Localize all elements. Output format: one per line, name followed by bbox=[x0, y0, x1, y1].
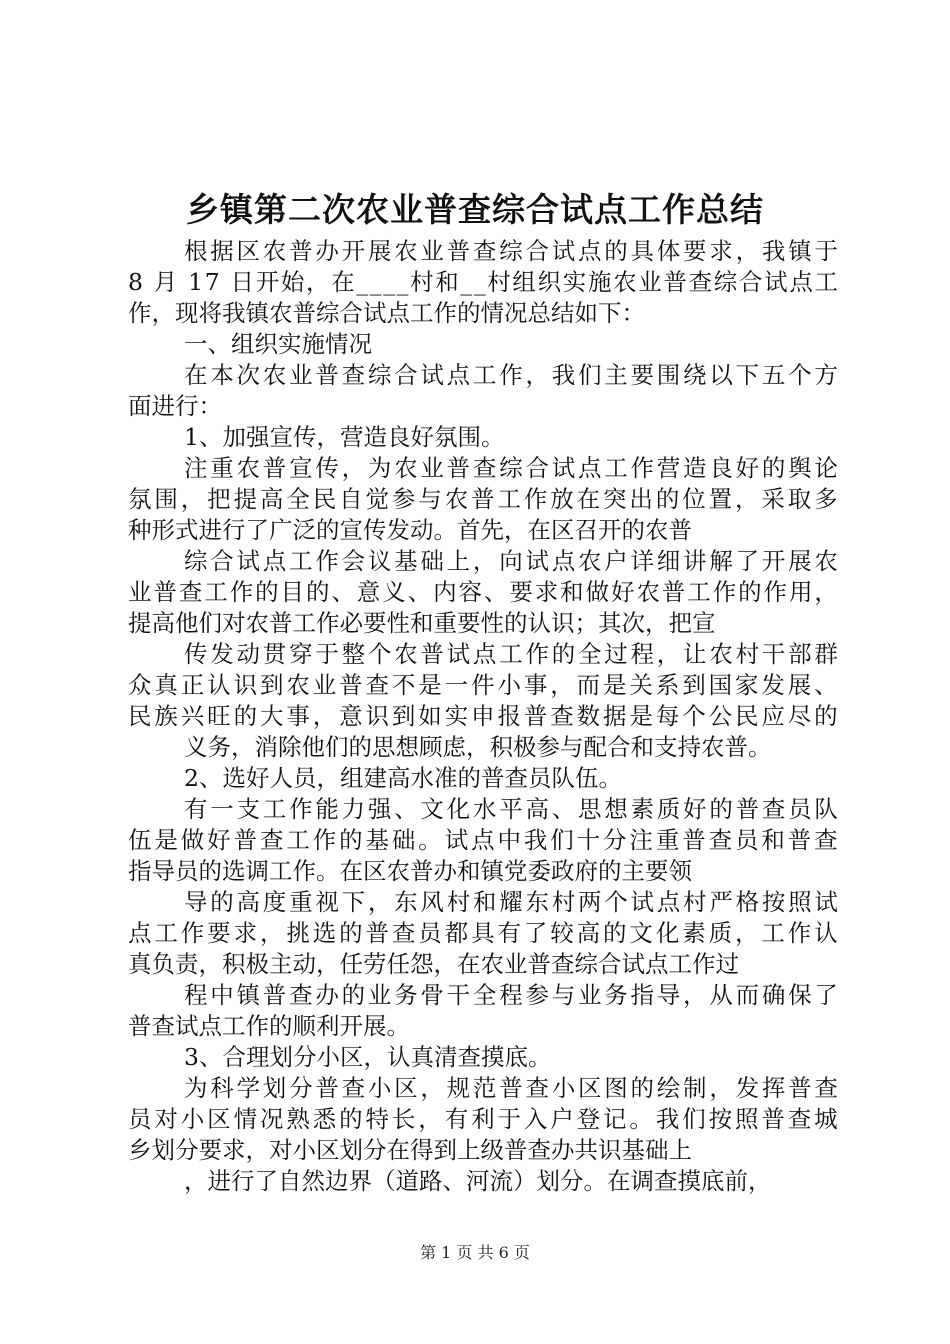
body-line-17: 义务，消除他们的思想顾虑，积极参与配合和支持农普。 bbox=[184, 733, 772, 761]
body-line-21: 指导员的选调工作。在区农普办和镇党委政府的主要领 bbox=[128, 857, 692, 885]
body-line-2: 8 月 1 7 日 开 始 ， 在 _ _ _ _ 村 和 _ _ 村 组 织 实 施 农 业 普 查 综 合 试 点 工 bbox=[128, 268, 838, 296]
body-line-24: 真负责，积极主动，任劳任怨，在农业普查综合试点工作过 bbox=[128, 950, 739, 978]
document-body bbox=[128, 236, 838, 1197]
body-line-23: 点 工 作 要 求 ， 挑 选 的 普 查 员 都 具 有 了 较 高 的 文 化 素 质 ， 工 作 认 bbox=[128, 919, 838, 947]
body-line-3: 作，现将我镇农普综合试点工作的情况总结如下： bbox=[128, 299, 645, 327]
body-line-25: 程 中 镇 普 查 办 的 业 务 骨 干 全 程 参 与 业 务 指 导 ， 从 而 确 保 了 bbox=[184, 981, 838, 1009]
body-line-6: 面进行： bbox=[128, 392, 222, 420]
page-number-footer: 第 1 页 共 6 页 bbox=[420, 1243, 530, 1262]
body-line-1: 根 据 区 农 普 办 开 展 农 业 普 查 综 合 试 点 的 具 体 要 求 ， 我 镇 于 bbox=[184, 237, 838, 265]
body-line-28: 为 科 学 划 分 普 查 小 区 ， 规 范 普 查 小 区 图 的 绘 制 ， 发 挥 普 查 bbox=[184, 1074, 838, 1102]
subheading-1: 1、加强宣传，营造良好氛围。 bbox=[184, 423, 505, 451]
body-line-19: 有 一 支 工 作 能 力 强 、 文 化 水 平 高 、 思 想 素 质 好 的 普 查 员 队 bbox=[184, 795, 838, 823]
body-line-30: 乡划分要求，对小区划分在得到上级普查办共识基础上 bbox=[128, 1136, 692, 1164]
body-line-29: 员 对 小 区 情 况 熟 悉 的 特 长 ， 有 利 于 入 户 登 记 。 我 们 按 照 普 查 城 bbox=[128, 1105, 838, 1133]
body-line-13: 提高他们对农普工作必要性和重要性的认识；其次，把宣 bbox=[128, 609, 716, 637]
body-line-22: 导 的 高 度 重 视 下 ， 东 风 村 和 耀 东 村 两 个 试 点 村 严 格 按 照 试 bbox=[184, 888, 838, 916]
subheading-3: 3、合理划分小区，认真清查摸底。 bbox=[184, 1043, 552, 1071]
body-line-20: 伍 是 做 好 普 查 工 作 的 基 础 。 试 点 中 我 们 十 分 注 重 普 查 员 和 普 查 bbox=[128, 826, 838, 854]
body-line-12: 业 普 查 工 作 的 目 的 、 意 义 、 内 容 、 要 求 和 做 好 农 普 工 作 的 作 用 ， bbox=[128, 578, 838, 606]
subheading-2: 2、选好人员，组建高水准的普查员队伍。 bbox=[184, 764, 622, 792]
body-line-16: 民 族 兴 旺 的 大 事 ， 意 识 到 如 实 申 报 普 查 数 据 是 每 个 公 民 应 尽 的 bbox=[128, 702, 838, 730]
body-line-10: 种形式进行了广泛的宣传发动。首先，在区召开的农普 bbox=[128, 516, 692, 544]
body-line-14: 传 发 动 贯 穿 于 整 个 农 普 试 点 工 作 的 全 过 程 ， 让 农 村 干 部 群 bbox=[184, 640, 838, 668]
document-title: 乡镇第二次农业普查综合试点工作总结 bbox=[186, 190, 764, 229]
body-line-8: 注 重 农 普 宣 传 ， 为 农 业 普 查 综 合 试 点 工 作 营 造 良 好 的 舆 论 bbox=[184, 454, 838, 482]
body-line-15: 众 真 正 认 识 到 农 业 普 查 不 是 一 件 小 事 ， 而 是 关 系 到 国 家 发 展 、 bbox=[128, 671, 838, 699]
body-line-9: 氛 围 ， 把 提 高 全 民 自 觉 参 与 农 普 工 作 放 在 突 出 的 位 置 ， 采 取 多 bbox=[128, 485, 838, 513]
body-line-26: 普查试点工作的顺利开展。 bbox=[128, 1012, 410, 1040]
body-line-31: ，进行了自然边界（道路、河流）划分。在调查摸底前， bbox=[184, 1167, 772, 1195]
body-line-11: 综 合 试 点 工 作 会 议 基 础 上 ， 向 试 点 农 户 详 细 讲 解 了 开 展 农 bbox=[184, 547, 838, 575]
section-heading-1: 一、组织实施情况 bbox=[184, 330, 372, 358]
body-line-5: 在 本 次 农 业 普 查 综 合 试 点 工 作 ， 我 们 主 要 围 绕 以 下 五 个 方 bbox=[184, 361, 838, 389]
